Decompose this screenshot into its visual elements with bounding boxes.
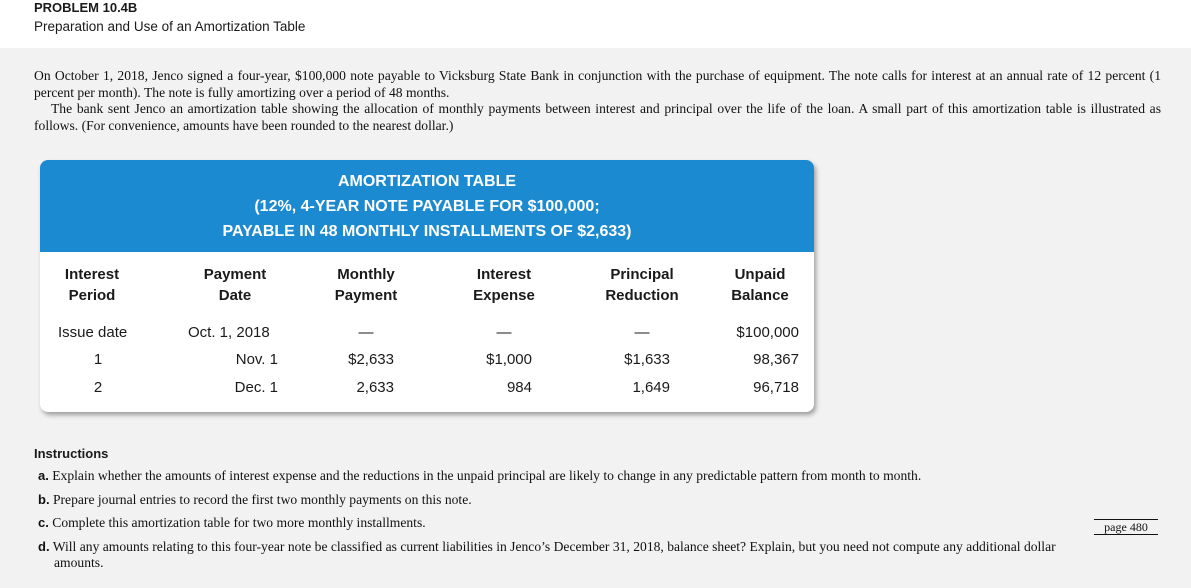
cell-interest-expense: — [496,324,512,341]
amortization-table [40,160,814,412]
cell-date: Nov. 1 [235,351,278,368]
instruction-item-b: b. Prepare journal entries to record the first two monthly payments on this note. [38,492,472,507]
instruction-item-d: d. Will any amounts relating to this four-year note be classified as current liabilities in Jenco’s December 31, 2018, balance sheet? Explain, but you need not compute any additional dollar amounts. [38,539,1056,570]
col-header-interest-expense: Interest Expense [473,266,535,304]
cell-period: Issue date [58,324,128,341]
cell-principal-reduction: — [634,324,650,341]
cell-period: 2 [93,379,103,396]
cell-unpaid-balance: 96,718 [753,379,799,396]
page-reference: page 480 [1094,519,1158,535]
problem-subtitle: Preparation and Use of an Amortization Table [34,19,306,34]
cell-monthly-payment: 2,633 [356,379,394,396]
col-header-principal-reduction: Principal Reduction [605,266,679,304]
col-header-interest-period: Interest Period [64,266,120,304]
cell-date: Dec. 1 [234,379,278,396]
cell-principal-reduction: $1,633 [624,351,670,368]
cell-monthly-payment: $2,633 [348,351,394,368]
cell-date: Oct. 1, 2018 [188,324,270,341]
table-title-line-3: PAYABLE IN 48 MONTHLY INSTALLMENTS OF $2,633) [222,222,632,240]
cell-monthly-payment: — [358,324,374,341]
table-title-line-1: AMORTIZATION TABLE [337,172,517,190]
cell-interest-expense: $1,000 [486,351,532,368]
problem-intro [34,68,1161,134]
cell-unpaid-balance: $100,000 [736,324,799,341]
intro-paragraph-2: The bank sent Jenco an amortization table showing the allocation of monthly payments between interest and principal over the life of the loan. A small part of this amortization table is illustrated as follows. (For convenience, amounts have been rounded to the nearest dollar.) [34,101,1161,133]
cell-principal-reduction: 1,649 [632,379,670,396]
col-header-unpaid-balance: Unpaid Balance [731,266,789,304]
instruction-item-a: a. Explain whether the amounts of interest expense and the reductions in the unpaid principal are likely to change in any predictable pattern from month to month. [38,468,922,483]
col-header-payment-date: Payment Date [203,266,267,304]
intro-paragraph-1: On October 1, 2018, Jenco signed a four-year, $100,000 note payable to Vicksburg State Bank in conjunction with the purchase of equipment. The note calls for interest at an annual rate of 12 percent (1 percent per month). The note is fully amortizing over a period of 48 months. [34,68,1161,100]
problem-title: PROBLEM 10.4B [34,0,138,15]
cell-period: 1 [93,351,103,368]
instructions-title: Instructions [34,446,109,461]
instruction-item-c: c. Complete this amortization table for two more monthly installments. [38,515,426,530]
col-header-monthly-payment: Monthly Payment [334,266,398,304]
table-title-line-2: (12%, 4-YEAR NOTE PAYABLE FOR $100,000; [254,197,600,215]
cell-unpaid-balance: 98,367 [753,351,799,368]
amortization-table-card [40,160,814,412]
cell-interest-expense: 984 [506,379,532,396]
